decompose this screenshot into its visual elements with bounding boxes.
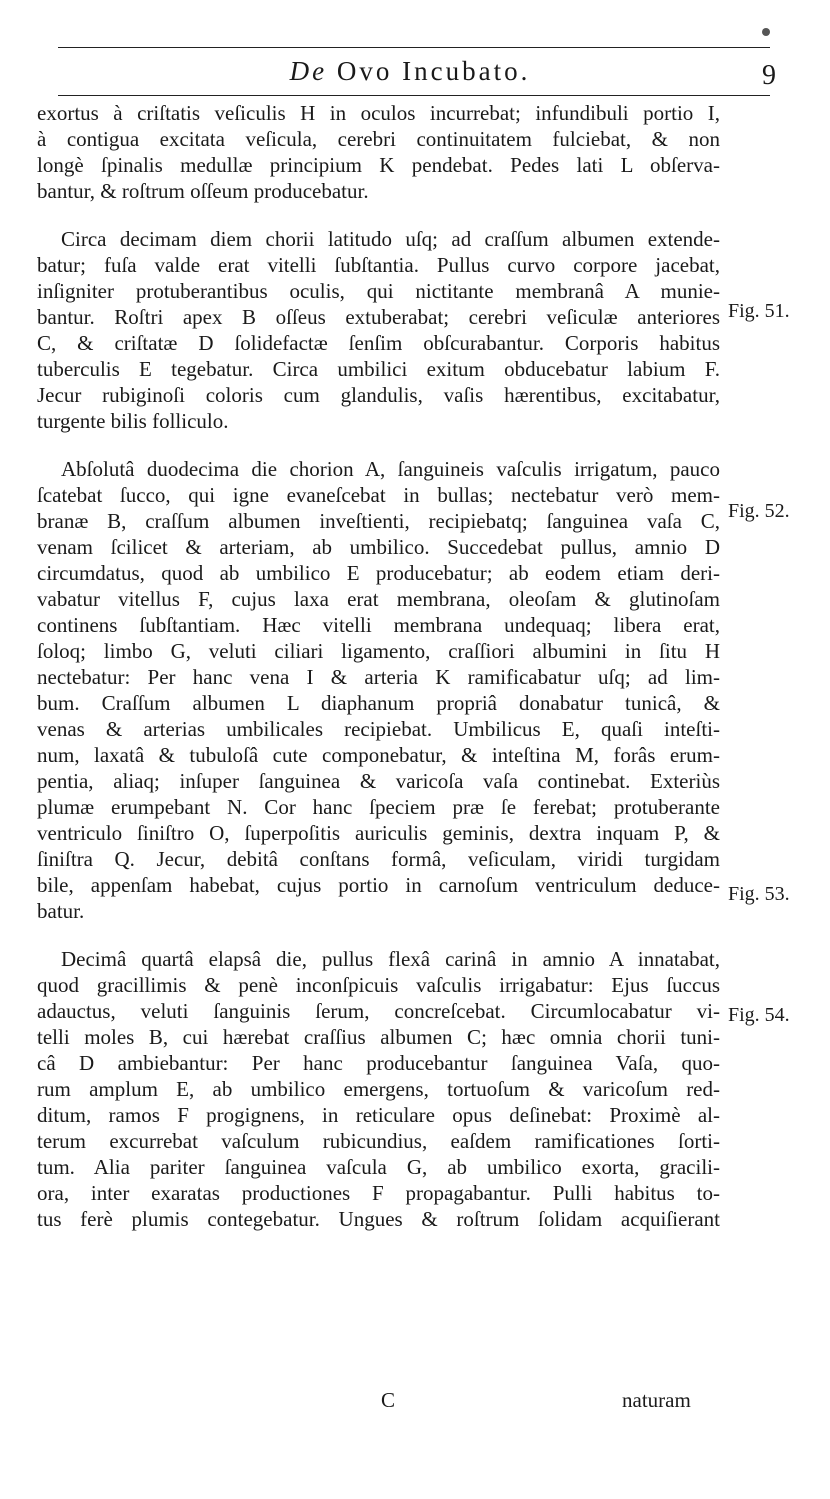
text-line: tum. Alia pariter ſanguinea vaſcula G, ab umbilico exorta, gracili- [37, 1155, 720, 1179]
header-rule [58, 95, 770, 96]
text-line: num, laxatâ & tubuloſâ cute componebatur, & inteſtina M, forâs erum- [37, 743, 720, 767]
figure-ref-53: Fig. 53. [728, 883, 790, 905]
text-line: exortus à criſtatis veſiculis H in oculos incurrebat; infundibuli portio I, [37, 101, 720, 125]
text-line: continens ſubſtantiam. Hæc vitelli membrana undequaq; libera erat, [37, 613, 720, 637]
text-line: rum amplum E, ab umbilico emergens, tortuoſum & varicoſum red- [37, 1077, 720, 1101]
text-line: venam ſcilicet & arteriam, ab umbilico. Succedebat pullus, amnio D [37, 535, 720, 559]
text-line: Abſolutâ duodecima die chorion A, ſanguineis vaſculis irrigatum, pauco [61, 457, 720, 481]
running-head [160, 56, 660, 87]
text-line: ſoloq; limbo G, veluti ciliari ligamento, craſſiori albumini in ſitu H [37, 639, 720, 663]
page-number: 9 [762, 60, 776, 91]
text-line: Decimâ quartâ elapsâ die, pullus flexâ carinâ in amnio A innatabat, [61, 947, 720, 971]
text-line: turgente bilis folliculo. [37, 409, 229, 433]
text-line: Circa decimam diem chorii latitudo uſq; ad craſſum albumen extende- [61, 227, 720, 251]
text-line: quod gracillimis & penè inconſpicuis vaſculis irrigabatur: Ejus ſuccus [37, 973, 720, 997]
signature-mark: C [381, 1388, 396, 1412]
text-line: longè ſpinalis medullæ principium K pendebat. Pedes lati L obſerva- [37, 153, 720, 177]
text-line: C, & criſtatæ D ſolidefactæ ſenſim obſcurabantur. Corporis habitus [37, 331, 720, 355]
text-line: tuberculis E tegebatur. Circa umbilici exitum obducebatur labium F. [37, 357, 720, 381]
text-line: bile, appenſam habebat, cujus portio in carnoſum ventriculum deduce- [37, 873, 720, 897]
figure-ref-52: Fig. 52. [728, 500, 790, 522]
text-line: vabatur vitellus F, cujus laxa erat membrana, oleoſam & glutinoſam [37, 587, 720, 611]
text-body [37, 100, 720, 1232]
text-line: circumdatus, quod ab umbilico E producebatur; ab eodem etiam deri- [37, 561, 720, 585]
text-line: batur; fuſa valde erat vitelli ſubſtantia. Pullus curvo corpore jacebat, [37, 253, 720, 277]
text-line: à contigua excitata veſicula, cerebri continuitatem fulciebat, & non [37, 127, 720, 151]
text-line: ventriculo ſiniſtro O, ſuperpoſitis auriculis geminis, dextra inquam P, & [37, 821, 720, 845]
text-line: ditum, ramos F progignens, in reticulare opus deſinebat: Proximè al- [37, 1103, 720, 1127]
text-line: terum excurrebat vaſculum rubicundius, eaſdem ramificationes ſorti- [37, 1129, 720, 1153]
running-head-title: Ovo Incubato. [336, 56, 531, 86]
text-line: adauctus, veluti ſanguinis ſerum, concreſcebat. Circumlocabatur vi- [37, 999, 720, 1023]
text-line: Jecur rubiginoſi coloris cum glandulis, vaſis hærentibus, excitabatur, [37, 383, 720, 407]
figure-ref-54: Fig. 54. [728, 1004, 790, 1026]
text-line: tus ferè plumis contegebatur. Ungues & roſtrum ſolidam acquiſierant [37, 1207, 720, 1231]
catchword: naturam [622, 1388, 691, 1412]
text-line: ſiniſtra Q. Jecur, debitâ conſtans formâ, veſiculam, viridi turgidam [37, 847, 720, 871]
text-line: bantur, & roſtrum oſſeum producebatur. [37, 179, 369, 203]
text-line: ſcatebat ſucco, qui igne evaneſcebat in bullas; nectebatur verò mem- [37, 483, 720, 507]
text-line: batur. [37, 899, 85, 923]
text-line: telli moles B, cui hærebat craſſius albumen C; hæc omnia chorii tuni- [37, 1025, 720, 1049]
figure-ref-51: Fig. 51. [728, 300, 790, 322]
text-line: bum. Craſſum albumen L diaphanum propriâ donabatur tunicâ, & [37, 691, 720, 715]
text-line: inſigniter protuberantibus oculis, qui nictitante membranâ A munie- [37, 279, 720, 303]
running-head-de: De [289, 56, 328, 86]
text-line: plumæ erumpebant N. Cor hanc ſpeciem præ ſe ferebat; protuberante [37, 795, 720, 819]
top-rule [58, 47, 770, 48]
text-line: pentia, aliaq; inſuper ſanguinea & varicoſa vaſa continebat. Exteriùs [37, 769, 720, 793]
text-line: ora, inter exaratas productiones F propagabantur. Pulli habitus to- [37, 1181, 720, 1205]
text-line: nectebatur: Per hanc vena I & arteria K ramificabatur uſq; ad lim- [37, 665, 720, 689]
ink-spot [762, 28, 770, 36]
text-line: branæ B, craſſum albumen inveſtienti, recipiebatq; ſanguinea vaſa C, [37, 509, 720, 533]
text-line: bantur. Roſtri apex B oſſeus extuberabat; cerebri veſiculæ anteriores [37, 305, 720, 329]
text-line: venas & arterias umbilicales recipiebat. Umbilicus E, quaſi inteſti- [37, 717, 720, 741]
text-line: câ D ambiebantur: Per hanc producebantur ſanguinea Vaſa, quo- [37, 1051, 720, 1075]
